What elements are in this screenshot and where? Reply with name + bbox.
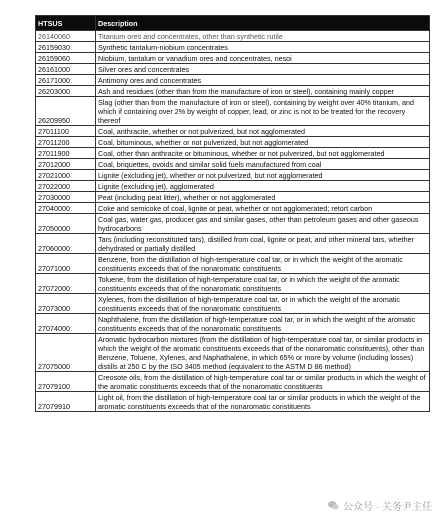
header-row: [36, 16, 430, 31]
description-cell: Xylenes, from the distillation of high-temperature coal tar, or in which the weight of the aromatic constituents exceeds that of the nonaromatic constituents: [96, 294, 430, 314]
description-cell: Peat (including peat litter), whether or not agglomerated: [96, 192, 430, 203]
description-cell: Aromatic hydrocarbon mixtures (from the distillation of high-temperature coal tar, or similar products in which the weight of the aromatic constituents exceeds that of the nonaromatic constituents), other than Benzene, Toluene, Xylenes, and Naphathalene, in which 65% or more by volume (including losses) distills at 250 C by the ISO 3405 method (equivalent to the ASTM D 86 method): [96, 334, 430, 372]
htsus-code: 27022000: [36, 181, 96, 192]
description-cell: Light oil, from the distillation of high-temperature coal tar or similar products in which the weight of the aromatic constituents exceeds that of the nonaromatic constituents: [96, 392, 430, 412]
htsus-code: 26161000: [36, 64, 96, 75]
htsus-code: 26159030: [36, 42, 96, 53]
table-row: [36, 274, 430, 294]
table-row: [36, 203, 430, 214]
table-row: [36, 64, 430, 75]
table-row: [36, 126, 430, 137]
description-cell: Toluene, from the distillation of high-temperature coal tar, or in which the weight of the aromatic constituents exceeds that of the nonaromatic constituents: [96, 274, 430, 294]
table-row: [36, 214, 430, 234]
table-row: [36, 192, 430, 203]
description-cell: Tars (including reconstituted tars), distilled from coal, lignite or peat, and other mineral tars, whether dehydrated or partially distilled: [96, 234, 430, 254]
description-cell: Coal, other than anthracite or bituminous, whether or not pulverized, but not agglomerated: [96, 148, 430, 159]
table-row: [36, 372, 430, 392]
table-row: [36, 75, 430, 86]
table-row: [36, 314, 430, 334]
description-cell: Coal, anthracite, whether or not pulverized, but not agglomerated: [96, 126, 430, 137]
description-cell: Niobium, tantalum or vanadium ores and concentrates, nesoi: [96, 53, 430, 64]
htsus-code: 26209950: [36, 97, 96, 126]
htsus-code: 26159060: [36, 53, 96, 64]
description-cell: Slag (other than from the manufacture of iron or steel), containing by weight over 40% titanium, and which if containing over 2% by weight of copper, lead, or zinc is not to be treated for the recovery thereof: [96, 97, 430, 126]
table-row: [36, 97, 430, 126]
table-row: [36, 334, 430, 372]
header-htsus: HTSUS: [36, 16, 96, 31]
htsus-code: 27011100: [36, 126, 96, 137]
description-cell: Coke and semicoke of coal, lignite or peat, whether or not agglomerated; retort carbon: [96, 203, 430, 214]
table-body: [36, 31, 430, 412]
htsus-code: 26140060: [36, 31, 96, 42]
table-row: [36, 159, 430, 170]
header-description: Description: [96, 16, 430, 31]
htsus-code: 26203000: [36, 86, 96, 97]
description-cell: Coal, bituminous, whether or not pulverized, but not agglomerated: [96, 137, 430, 148]
description-cell: Benzene, from the distillation of high-temperature coal tar, or in which the weight of the aromatic constituents exceeds that of the nonaromatic constituents: [96, 254, 430, 274]
watermark-text: 公众号 · 关务尹主任: [343, 502, 432, 513]
description-cell: Coal gas, water gas, producer gas and similar gases, other than petroleum gases and other gaseous hydrocarbons: [96, 214, 430, 234]
table-row: [36, 86, 430, 97]
htsus-code: 27030000: [36, 192, 96, 203]
htsus-code: 27079910: [36, 392, 96, 412]
table-row: [36, 392, 430, 412]
htsus-code: 27011900: [36, 148, 96, 159]
htsus-code: 26171000: [36, 75, 96, 86]
description-cell: Antimony ores and concentrates: [96, 75, 430, 86]
htsus-code: 27050000: [36, 214, 96, 234]
description-cell: Lignite (excluding jet), agglomerated: [96, 181, 430, 192]
watermark: [327, 498, 432, 513]
htsus-code: 27040000: [36, 203, 96, 214]
wechat-icon: [327, 499, 340, 512]
htsus-code: 27012000: [36, 159, 96, 170]
table-row: [36, 294, 430, 314]
table-row: [36, 42, 430, 53]
description-cell: Ash and residues (other than from the manufacture of iron or steel), containing mainly copper: [96, 86, 430, 97]
document-page: [35, 15, 429, 412]
description-cell: Naphthalene, from the distillation of high-temperature coal tar, or in which the weight of the aromatic constituents exceeds that of the nonaromatic constituents: [96, 314, 430, 334]
table-header: [36, 16, 430, 31]
htsus-table: [35, 15, 430, 412]
htsus-code: 27021000: [36, 170, 96, 181]
description-cell: Synthetic tantalum-niobium concentrates: [96, 42, 430, 53]
htsus-code: 27060000: [36, 234, 96, 254]
htsus-code: 27079100: [36, 372, 96, 392]
table-row: [36, 148, 430, 159]
htsus-code: 27072000: [36, 274, 96, 294]
description-cell: Creosote oils, from the distillation of high-temperature coal tar or similar products in which the weight of the aromatic constituents exceeds that of the nonaromatic constituents: [96, 372, 430, 392]
htsus-code: 27011200: [36, 137, 96, 148]
table-row: [36, 234, 430, 254]
table-row: [36, 181, 430, 192]
htsus-code: 27074000: [36, 314, 96, 334]
table-row: [36, 170, 430, 181]
description-cell: Titanium ores and concentrates, other than synthetic rutile: [96, 31, 430, 42]
description-cell: Silver ores and concentrates: [96, 64, 430, 75]
description-cell: Lignite (excluding jet), whether or not pulverized, but not agglomerated: [96, 170, 430, 181]
table-row: [36, 137, 430, 148]
description-cell: Coal, briquettes, ovoids and similar solid fuels manufactured from coal: [96, 159, 430, 170]
table-row: [36, 53, 430, 64]
table-row: [36, 31, 430, 42]
htsus-code: 27071000: [36, 254, 96, 274]
htsus-code: 27073000: [36, 294, 96, 314]
table-row: [36, 254, 430, 274]
htsus-code: 27075000: [36, 334, 96, 372]
